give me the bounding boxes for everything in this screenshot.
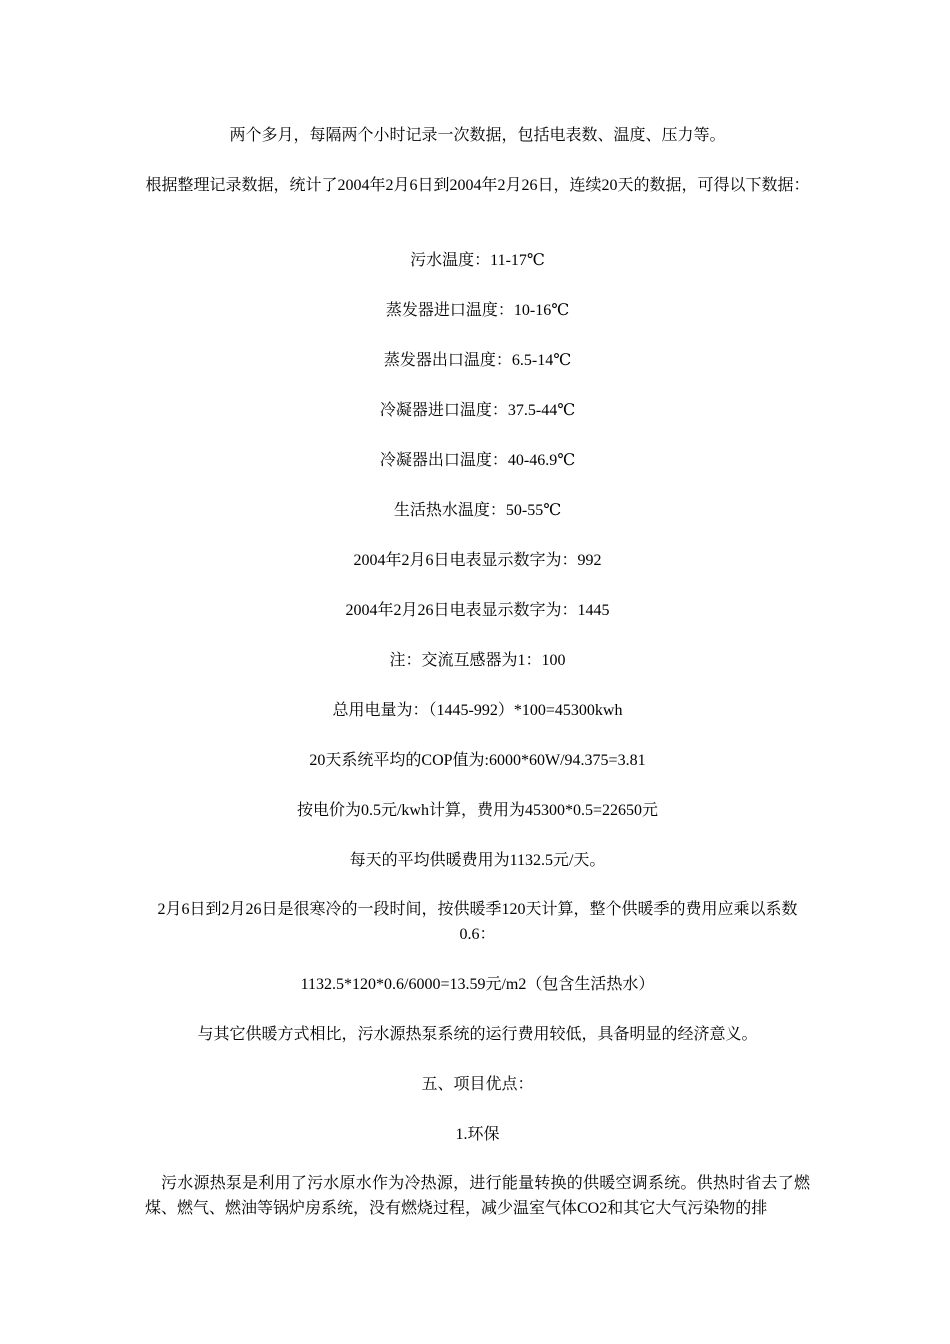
paragraph-heating-season-coefficient: 2月6日到2月26日是很寒冷的一段时间，按供暖季120天计算，整个供暖季的费用应乘以系数0.6： bbox=[157, 901, 798, 943]
paragraph-economic-comparison: 与其它供暖方式相比，污水源热泵系统的运行费用较低，具备明显的经济意义。 bbox=[197, 1026, 758, 1043]
paragraph-meter-reading-end: 2004年2月26日电表显示数字为：1445 bbox=[345, 602, 610, 619]
paragraph-evaporator-inlet-temperature: 蒸发器进口温度：10-16℃ bbox=[385, 302, 570, 319]
paragraph-total-power-usage: 总用电量为：（1445-992）*100=45300kwh bbox=[332, 702, 623, 719]
document-page bbox=[145, 0, 810, 1344]
paragraph-daily-heating-cost: 每天的平均供暖费用为1132.5元/天。 bbox=[349, 852, 606, 869]
section-heading-project-advantages: 五、项目优点： bbox=[421, 1076, 534, 1093]
paragraph-hot-water-temperature: 生活热水温度：50-55℃ bbox=[393, 502, 562, 519]
paragraph-evaporator-outlet-temperature: 蒸发器出口温度：6.5-14℃ bbox=[383, 352, 572, 369]
paragraph-sewage-temperature: 污水温度：11-17℃ bbox=[410, 252, 545, 269]
paragraph-average-cop: 20天系统平均的COP值为:6000*60W/94.375=3.81 bbox=[309, 752, 646, 769]
paragraph-transformer-note: 注：交流互感器为1：100 bbox=[389, 652, 566, 669]
paragraph-electricity-cost: 按电价为0.5元/kwh计算，费用为45300*0.5=22650元 bbox=[296, 802, 659, 819]
paragraph-recording-interval: 两个多月，每隔两个小时记录一次数据，包括电表数、温度、压力等。 bbox=[229, 127, 726, 144]
paragraph-environmental-description: 污水源热泵是利用了污水原水作为冷热源，进行能量转换的供暖空调系统。供热时省去了燃煤、燃气、燃油等锅炉房系统，没有燃烧过程，减少温室气体CO2和其它大气污染物的排 bbox=[145, 1175, 810, 1217]
paragraph-condenser-inlet-temperature: 冷凝器进口温度：37.5-44℃ bbox=[379, 402, 576, 419]
paragraph-meter-reading-start: 2004年2月6日电表显示数字为：992 bbox=[353, 552, 602, 569]
paragraph-cost-per-square-meter: 1132.5*120*0.6/6000=13.59元/m2（包含生活热水） bbox=[300, 976, 655, 993]
subheading-environmental: 1.环保 bbox=[455, 1126, 500, 1143]
paragraph-condenser-outlet-temperature: 冷凝器出口温度：40-46.9℃ bbox=[379, 452, 576, 469]
paragraph-data-summary-intro: 根据整理记录数据，统计了2004年2月6日到2004年2月26日，连续20天的数据，可得以下数据： bbox=[145, 177, 810, 194]
